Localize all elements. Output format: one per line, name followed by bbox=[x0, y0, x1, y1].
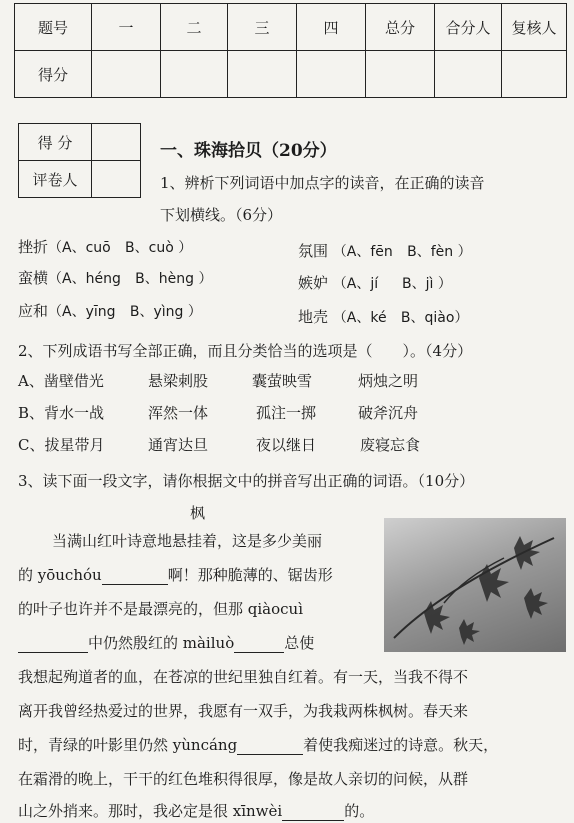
passage-line bbox=[18, 564, 333, 585]
passage-line: 的叶子也许并不是最漂亮的，但那 qiàocuì bbox=[18, 600, 304, 618]
q2-instruction: 2、下列成语书写全部正确，而且分类恰当的选项是（ ）。（4分） bbox=[18, 342, 473, 360]
score-table-header-row bbox=[15, 4, 567, 51]
idiom: 废寝忘食 bbox=[360, 436, 421, 454]
answer-blank[interactable] bbox=[237, 738, 303, 755]
idiom: A、凿壁借光 bbox=[18, 372, 104, 390]
header-cell: 二 bbox=[161, 4, 228, 51]
header-cell: 四 bbox=[297, 4, 366, 51]
pinyin-option-a[interactable]: （A、jí bbox=[332, 276, 379, 292]
pinyin-item bbox=[18, 300, 202, 321]
pinyin-word: 氛围 bbox=[298, 242, 329, 260]
score-cell[interactable] bbox=[161, 51, 228, 98]
header-cell: 题号 bbox=[15, 4, 92, 51]
pinyin-word: 地壳 bbox=[298, 308, 329, 326]
pinyin-option-a[interactable]: （A、yīng bbox=[48, 304, 116, 320]
maple-leaf-photo bbox=[384, 518, 566, 652]
passage-line: 在霜滑的晚上，干干的红色堆积得很厚，像是故人亲切的问候，从群 bbox=[18, 770, 469, 788]
grader-box bbox=[18, 123, 141, 198]
header-cell: 三 bbox=[228, 4, 297, 51]
grader-score-label: 得 分 bbox=[19, 124, 92, 161]
passage-text: 的 yōuchóu bbox=[18, 566, 102, 584]
pinyin-option-b[interactable]: B、qiào） bbox=[400, 310, 469, 326]
passage-line: 我想起殉道者的血，在苍凉的世纪里独自红着。有一天，当我不得不 bbox=[18, 668, 469, 686]
idiom: B、背水一战 bbox=[18, 404, 105, 422]
idiom: 通宵达旦 bbox=[148, 436, 209, 454]
passage-text: 总使 bbox=[284, 634, 315, 652]
idiom: 孤注一掷 bbox=[256, 404, 317, 422]
grader-score-cell[interactable] bbox=[92, 124, 141, 161]
score-cell[interactable] bbox=[92, 51, 161, 98]
pinyin-item bbox=[18, 267, 212, 288]
grader-name-label: 评卷人 bbox=[19, 161, 92, 198]
pinyin-item bbox=[298, 306, 468, 327]
passage-line: 当满山红叶诗意地悬挂着，这是多少美丽 bbox=[52, 532, 323, 550]
idiom: 悬梁刺股 bbox=[148, 372, 209, 390]
idiom: 浑然一体 bbox=[148, 404, 209, 422]
passage-line: 离开我曾经热爱过的世界，我愿有一双手，为我栽两株枫树。春天来 bbox=[18, 702, 469, 720]
score-cell[interactable] bbox=[366, 51, 435, 98]
pinyin-option-b[interactable]: B、fèn ） bbox=[407, 244, 472, 260]
passage-text: 着使我痴迷过的诗意。秋天， bbox=[303, 736, 499, 754]
idiom: 囊萤映雪 bbox=[252, 372, 313, 390]
q2-option-b[interactable] bbox=[18, 402, 418, 423]
passage-line bbox=[18, 734, 498, 755]
pinyin-item bbox=[298, 272, 452, 293]
pinyin-word: 应和 bbox=[18, 302, 49, 320]
answer-blank[interactable] bbox=[18, 636, 88, 653]
q2-option-a[interactable] bbox=[18, 370, 418, 391]
row-label: 得分 bbox=[15, 51, 92, 98]
pinyin-option-a[interactable]: （A、fēn bbox=[332, 244, 393, 260]
score-table-score-row bbox=[15, 51, 567, 98]
pinyin-option-a[interactable]: （A、cuō bbox=[48, 240, 111, 256]
header-cell: 一 bbox=[92, 4, 161, 51]
pinyin-option-b[interactable]: B、jì ） bbox=[402, 276, 452, 292]
passage-line bbox=[18, 800, 374, 821]
q1-instruction-line2: 下划横线。（6分） bbox=[160, 206, 283, 224]
passage-text: 啊！那种脆薄的、锯齿形 bbox=[167, 566, 333, 584]
q2-option-c[interactable] bbox=[18, 434, 420, 455]
answer-blank[interactable] bbox=[282, 804, 344, 821]
pinyin-item bbox=[298, 240, 472, 261]
score-cell[interactable] bbox=[435, 51, 502, 98]
pinyin-option-b[interactable]: B、hèng ） bbox=[135, 271, 213, 287]
passage-text: 的。 bbox=[344, 802, 375, 820]
pinyin-option-b[interactable]: B、cuò ） bbox=[125, 240, 193, 256]
answer-blank[interactable] bbox=[234, 636, 284, 653]
header-cell: 总分 bbox=[366, 4, 435, 51]
pinyin-item bbox=[18, 236, 192, 257]
header-cell: 复核人 bbox=[502, 4, 567, 51]
passage-title: 枫 bbox=[190, 504, 206, 522]
pinyin-word: 嫉妒 bbox=[298, 274, 329, 292]
passage-line bbox=[18, 632, 314, 653]
grader-name-cell[interactable] bbox=[92, 161, 141, 198]
idiom: 破斧沉舟 bbox=[358, 404, 419, 422]
q3-instruction: 3、读下面一段文字，请你根据文中的拼音写出正确的词语。（10分） bbox=[18, 472, 475, 490]
section-title: 一、珠海拾贝（20分） bbox=[160, 141, 337, 161]
pinyin-option-a[interactable]: （A、héng bbox=[48, 271, 121, 287]
idiom: 夜以继日 bbox=[256, 436, 317, 454]
idiom: 炳烛之明 bbox=[358, 372, 419, 390]
passage-text: 中仍然殷红的 màiluò bbox=[88, 634, 235, 652]
answer-blank[interactable] bbox=[102, 568, 168, 585]
passage-text: 时，青绿的叶影里仍然 yùncáng bbox=[18, 736, 238, 754]
pinyin-option-b[interactable]: B、yìng ） bbox=[129, 304, 202, 320]
score-cell[interactable] bbox=[297, 51, 366, 98]
idiom: C、拔星带月 bbox=[18, 436, 105, 454]
q1-instruction-line1: 1、辨析下列词语中加点字的读音，在正确的读音 bbox=[160, 174, 485, 192]
pinyin-word: 挫折 bbox=[18, 238, 49, 256]
header-cell: 合分人 bbox=[435, 4, 502, 51]
pinyin-option-a[interactable]: （A、ké bbox=[332, 310, 387, 326]
score-cell[interactable] bbox=[502, 51, 567, 98]
maple-leaf-illustration bbox=[384, 518, 566, 652]
score-cell[interactable] bbox=[228, 51, 297, 98]
passage-text: 山之外捎来。那时，我必定是很 xīnwèi bbox=[18, 802, 283, 820]
score-table bbox=[14, 3, 567, 98]
pinyin-word: 蛮横 bbox=[18, 269, 49, 287]
